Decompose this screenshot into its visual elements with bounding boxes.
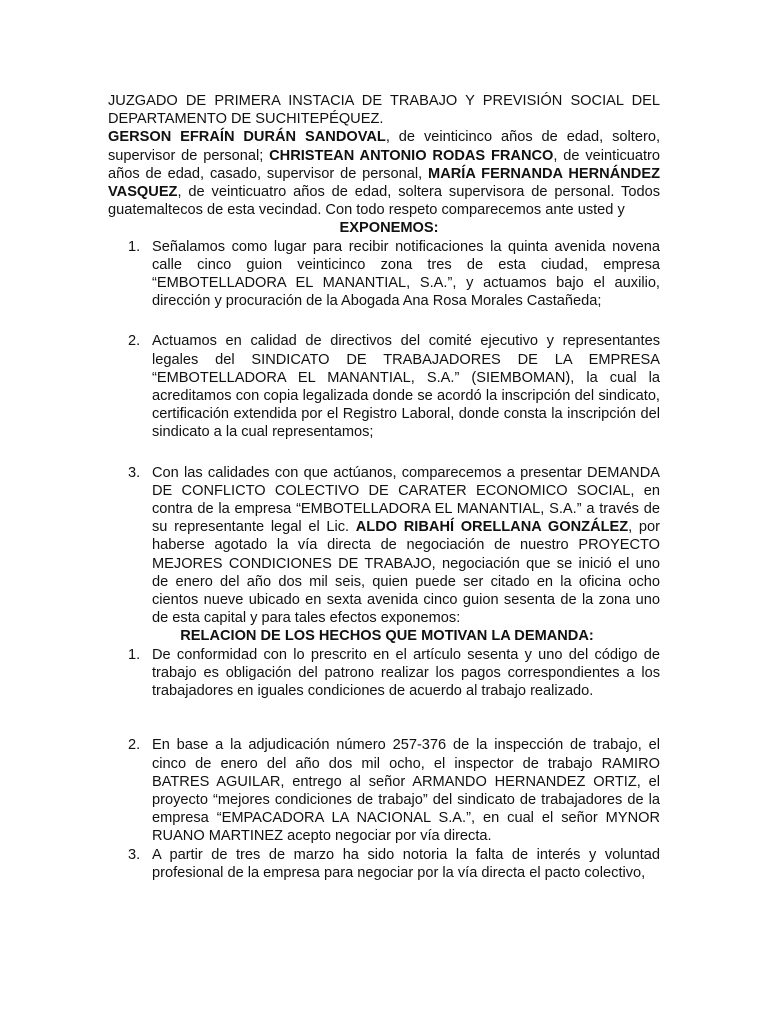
intro-paragraph	[108, 128, 660, 219]
item-number: 3.	[128, 464, 141, 481]
item-text: A partir de tres de marzo ha sido notoria la falta de interés y voluntad profesional de la empresa para negociar por la vía directa el pacto colectivo,	[152, 846, 660, 881]
petitioner-details-2: , de veinticuatro años de edad, casado, supervisor de personal,	[108, 147, 661, 182]
item-text: En base a la adjudicación número 257-376 de la inspección de trabajo, el cinco de enero del año dos mil ocho, el inspector de trabajo RAMIRO BATRES AGUILAR, entrego al señor ARMANDO HERNANDEZ ORTIZ, el proyecto “mejores condiciones de trabajo” del sindicato de trabajadores de la empresa “EMPACADORA LA NACIONAL S.A.”, en cual el señor MYNOR RUANO MARTINEZ acepto negociar por vía directa.	[152, 737, 660, 845]
legal-representative-name: ALDO RIBAHÍ ORELLANA GONZÁLEZ	[355, 519, 629, 536]
petitioner-name-2: CHRISTEAN ANTONIO RODAS FRANCO	[269, 147, 554, 164]
item-number: 2.	[128, 333, 141, 350]
court-header: JUZGADO DE PRIMERA INSTACIA DE TRABAJO Y PREVISIÓN SOCIAL DEL DEPARTAMENTO DE SUCHITEPÉQUEZ.	[108, 93, 660, 128]
item-number: 1.	[128, 238, 141, 255]
petitioner-details-1: , de veinticinco años de edad, soltero, supervisor de personal;	[108, 129, 660, 164]
petitioner-name-1: GERSON EFRAÍN DURÁN SANDOVAL	[108, 129, 386, 146]
list-item	[108, 464, 660, 628]
relacion-list	[108, 646, 660, 882]
exponemos-heading: EXPONEMOS:	[339, 220, 439, 237]
item-text: Señalamos como lugar para recibir notificaciones la quinta avenida novena calle cinco guion veinticinco zona tres de esta ciudad, empresa “EMBOTELLADORA EL MANANTIAL, S.A.”, y actuamos bajo el auxilio, dirección y procuración de la Abogada Ana Rosa Morales Castañeda;	[152, 238, 660, 310]
list-item	[108, 332, 660, 441]
item-number: 3.	[128, 846, 141, 863]
item-number: 1.	[128, 646, 141, 663]
item-text-b: , por haberse agotado la vía directa de negociación de nuestro PROYECTO MEJORES CONDICIONES DE TRABAJO, negociación que se inició el uno de enero del año dos mil seis, quien puede ser citado en la oficina ocho cientos nueve ubicado en sexta avenida cinco guion sesenta de la zona uno de esta capital y para tales efectos exponemos:	[152, 519, 660, 627]
exponemos-list	[108, 238, 660, 628]
item-text: De conformidad con lo prescrito en el artículo sesenta y uno del código de trabajo es obligación del patrono realizar los pagos correspondientes a los trabajadores en iguales condiciones de acuerdo al trabajo realizado.	[152, 646, 660, 700]
list-item	[108, 646, 660, 701]
relacion-heading: RELACION DE LOS HECHOS QUE MOTIVAN LA DEMANDA:	[180, 628, 594, 645]
item-number: 2.	[128, 737, 141, 754]
list-item	[108, 238, 660, 311]
item-text-a: Con las calidades con que actúanos, comparecemos a presentar DEMANDA DE CONFLICTO COLECTIVO DE CARATER ECONOMICO SOCIAL, en contra de la empresa “EMBOTELLADORA EL MANANTIAL, S.A.” a través de su representante legal el Lic.	[152, 464, 660, 536]
document-page	[108, 92, 660, 882]
list-item	[108, 736, 660, 845]
item-text: Actuamos en calidad de directivos del comité ejecutivo y representantes legales del SINDICATO DE TRABAJADORES DE LA EMPRESA “EMBOTELLADORA EL MANANTIAL, S.A.” (SIEMBOMAN), la cual la acreditamos con copia legalizada donde se acordó la inscripción del sindicato, certificación extendida por el Registro Laboral, donde consta la inscripción del sindicato a la cual representamos;	[152, 333, 660, 441]
petitioner-details-3: , de veinticuatro años de edad, soltera supervisora de personal. Todos guatemaltecos de esta vecindad. Con todo respeto comparecemos ante usted y	[108, 184, 660, 219]
list-item	[108, 846, 660, 882]
petitioner-name-3: MARÍA FERNANDA HERNÁNDEZ VASQUEZ	[108, 165, 660, 201]
